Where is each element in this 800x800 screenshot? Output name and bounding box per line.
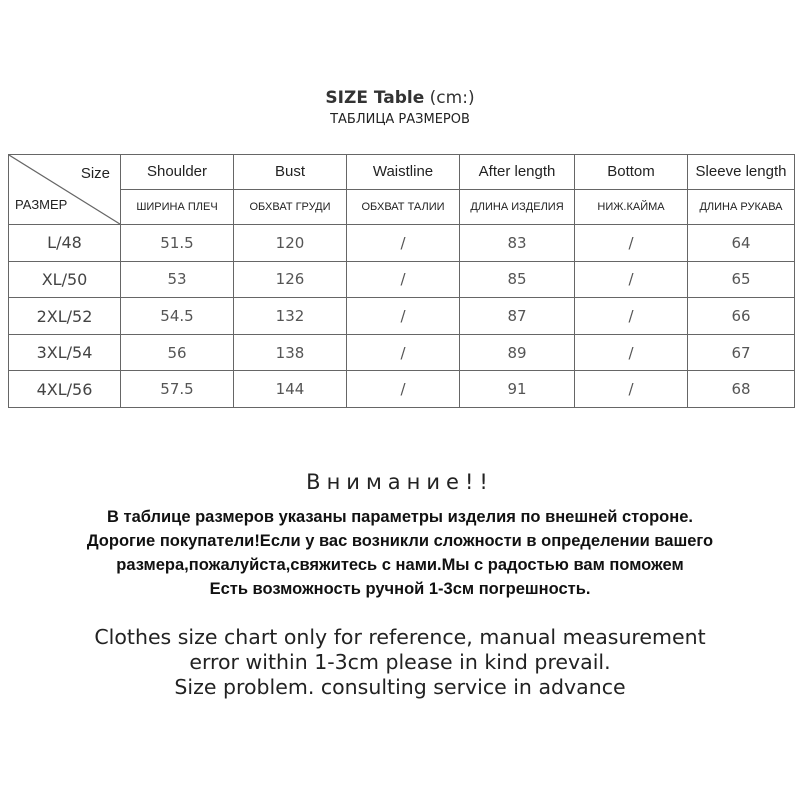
table-cell: 64 <box>688 225 795 262</box>
table-cell: 56 <box>121 334 234 371</box>
header-ru-bottom: НИЖ.КАЙМА <box>575 189 688 225</box>
table-row <box>9 225 795 262</box>
size-label-cell: L/48 <box>9 225 121 262</box>
notice-ru-line: размера,пожалуйста,свяжитесь с нами.Мы с радостью вам поможем <box>116 556 684 574</box>
size-label-cell: XL/50 <box>9 261 121 298</box>
corner-cell <box>9 155 121 225</box>
header-bottom: Bottom <box>575 155 688 190</box>
notice-russian <box>0 505 800 601</box>
header-ru-after-length: ДЛИНА ИЗДЕЛИЯ <box>460 189 575 225</box>
table-cell: 87 <box>460 298 575 335</box>
header-ru-bust: ОБХВАТ ГРУДИ <box>234 189 347 225</box>
table-cell: 138 <box>234 334 347 371</box>
size-label-cell: 3XL/54 <box>9 334 121 371</box>
notice-en-line: Clothes size chart only for reference, manual measurement <box>94 625 706 649</box>
size-label-cell: 2XL/52 <box>9 298 121 335</box>
table-cell: / <box>347 334 460 371</box>
table-cell: 89 <box>460 334 575 371</box>
title-bold: SIZE Table <box>325 88 425 108</box>
table-cell: 54.5 <box>121 298 234 335</box>
table-row <box>9 298 795 335</box>
table-cell: / <box>575 334 688 371</box>
table-cell: 51.5 <box>121 225 234 262</box>
notice-ru-line: Есть возможность ручной 1-3см погрешность. <box>209 580 591 598</box>
table-cell: 132 <box>234 298 347 335</box>
table-cell: 126 <box>234 261 347 298</box>
size-table-title <box>0 88 800 108</box>
table-cell: 83 <box>460 225 575 262</box>
header-bust: Bust <box>234 155 347 190</box>
table-cell: / <box>575 225 688 262</box>
table-cell: 144 <box>234 371 347 408</box>
table-cell: 68 <box>688 371 795 408</box>
title-subtitle: ТАБЛИЦА РАЗМЕРОВ <box>330 112 470 127</box>
size-table-title-block <box>0 88 800 127</box>
table-cell: / <box>347 298 460 335</box>
table-row <box>9 261 795 298</box>
table-row <box>9 371 795 408</box>
table-cell: 53 <box>121 261 234 298</box>
header-shoulder: Shoulder <box>121 155 234 190</box>
table-cell: 120 <box>234 225 347 262</box>
size-label-cell: 4XL/56 <box>9 371 121 408</box>
size-table <box>8 154 795 408</box>
table-cell: 57.5 <box>121 371 234 408</box>
notice-title: Внимание!! <box>306 470 494 494</box>
table-cell: / <box>347 371 460 408</box>
table-cell: 67 <box>688 334 795 371</box>
table-cell: 66 <box>688 298 795 335</box>
notice-ru-line: Дорогие покупатели!Если у вас возникли сложности в определении вашего <box>86 532 714 550</box>
notice-en-line: error within 1-3cm please in kind prevail. <box>189 650 611 674</box>
table-cell: 85 <box>460 261 575 298</box>
title-unit: (cm:) <box>429 88 475 108</box>
table-cell: / <box>575 298 688 335</box>
header-row-ru <box>9 189 795 225</box>
notice-english <box>0 625 800 700</box>
corner-label-razmer: РАЗМЕР <box>15 197 68 213</box>
table-row <box>9 334 795 371</box>
table-cell: 65 <box>688 261 795 298</box>
notice-ru-line: В таблице размеров указаны параметры изделия по внешней стороне. <box>107 508 693 526</box>
notice-en-line: Size problem. consulting service in advance <box>174 675 626 699</box>
corner-label-size: Size <box>80 165 110 182</box>
header-row-en <box>9 155 795 190</box>
header-ru-sleeve-length: ДЛИНА РУКАВА <box>688 189 795 225</box>
header-sleeve-length: Sleeve length <box>688 155 795 190</box>
table-cell: / <box>575 261 688 298</box>
header-ru-waistline: ОБХВАТ ТАЛИИ <box>347 189 460 225</box>
table-cell: / <box>575 371 688 408</box>
table-cell: 91 <box>460 371 575 408</box>
table-cell: / <box>347 261 460 298</box>
header-after-length: After length <box>460 155 575 190</box>
header-ru-shoulder: ШИРИНА ПЛЕЧ <box>121 189 234 225</box>
header-waistline: Waistline <box>347 155 460 190</box>
table-cell: / <box>347 225 460 262</box>
